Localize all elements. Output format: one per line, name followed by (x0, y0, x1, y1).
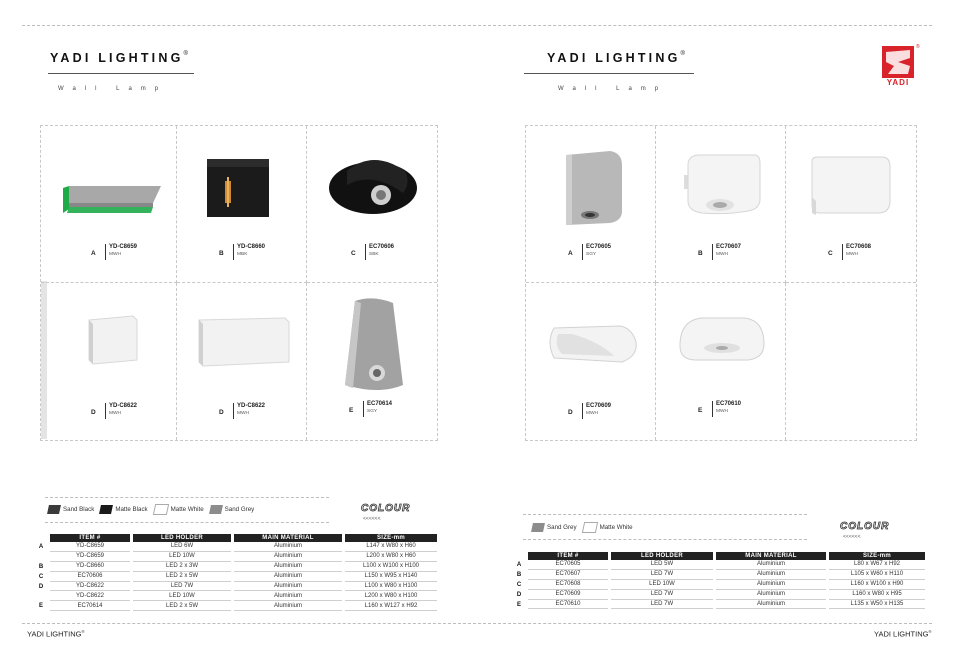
product-label: C EC70606 SBK (351, 244, 394, 260)
left-colour-title: COLOUR (361, 503, 411, 514)
col-header: MAIN MATERIAL (234, 534, 342, 542)
logo-reg: ® (916, 44, 920, 50)
lamp-image-ec70608 (786, 141, 916, 261)
table-row: B YD-C8660 LED 2 x 3W Aluminium L100 x W100 x H100 (35, 562, 437, 572)
lamp-image-ec70607 (656, 141, 786, 261)
right-footer: YADI LIGHTING® (874, 629, 932, 639)
swatch-chip (99, 505, 113, 514)
table-row: A EC70605 LED 5W Aluminium L80 x W67 x H92 (513, 560, 925, 570)
colour-swatch: Sand Black (48, 505, 94, 514)
right-subtitle: Wall Lamp (558, 86, 668, 92)
left-product-grid (40, 125, 438, 441)
brand-logo (880, 44, 918, 88)
left-colour-rule-2 (45, 522, 329, 523)
right-brand-title: YADI LIGHTING® (547, 51, 685, 65)
product-label: A EC70605 SGY (568, 244, 611, 260)
left-colour-swatches (48, 504, 254, 515)
col-header: LED HOLDER (611, 552, 713, 560)
left-footer: YADI LIGHTING® (27, 629, 85, 639)
lamp-image-yd-c8622-large (177, 298, 307, 418)
top-dashed-rule (22, 25, 932, 26)
table-row: C EC70608 LED 10W Aluminium L160 x W100 x H90 (513, 580, 925, 590)
lamp-image-yd-c8659 (41, 141, 177, 261)
left-colour-arrows: <<<<<< (363, 516, 381, 522)
product-cell[interactable] (786, 126, 916, 283)
product-label: E EC70610 MWH (698, 401, 741, 417)
product-label: B EC70607 MWH (698, 244, 741, 260)
product-label: D EC70609 MWH (568, 403, 611, 419)
product-label: D YD-C8622 MWH (91, 403, 137, 419)
colour-swatch: Sand Grey (532, 523, 577, 532)
col-header: SIZE-mm (829, 552, 925, 560)
swatch-chip (531, 523, 545, 532)
swatch-chip (209, 505, 223, 514)
col-header: SIZE-mm (345, 534, 437, 542)
table-row: E EC70610 LED 7W Aluminium L135 x W50 x H135 (513, 600, 925, 610)
empty-cell (786, 283, 916, 440)
table-row: YD-C8622 LED 10W Aluminium L200 x W80 x H100 (35, 591, 437, 601)
colour-swatch: Matte White (154, 504, 204, 515)
table-row: D YD-C8622 LED 7W Aluminium L100 x W80 x H100 (35, 582, 437, 592)
product-label: C EC70608 MWH (828, 244, 871, 260)
swatch-chip (152, 504, 168, 515)
swatch-chip (581, 522, 597, 533)
lamp-image-ec70610 (656, 298, 786, 418)
colour-swatch: Sand Grey (210, 505, 255, 514)
product-cell[interactable] (656, 126, 786, 283)
right-brand-rule (524, 73, 694, 74)
product-label: D YD-C8622 MWH (219, 403, 265, 419)
product-cell[interactable] (526, 126, 656, 283)
table-row: E EC70614 LED 2 x 5W Aluminium L160 x W127 x H92 (35, 601, 437, 611)
table-row: C EC70606 LED 2 x 5W Aluminium L150 x W95 x H140 (35, 572, 437, 582)
col-header: ITEM # (528, 552, 608, 560)
col-header: ITEM # (50, 534, 130, 542)
lamp-image-ec70606 (307, 141, 437, 261)
right-colour-arrows: <<<<<< (843, 534, 861, 540)
lamp-image-ec70614 (307, 293, 437, 413)
table-row: D EC70609 LED 7W Aluminium L160 x W80 x H95 (513, 590, 925, 600)
table-row: A YD-C8659 LED 6W Aluminium L147 x W80 x H60 (35, 542, 437, 552)
product-label: A YD-C8659 MWH (91, 244, 137, 260)
colour-swatch: Matte Black (100, 505, 147, 514)
left-colour-rule (45, 497, 329, 498)
right-colour-swatches (532, 522, 633, 533)
product-label: B YD-C8660 MBK (219, 244, 265, 260)
product-cell[interactable] (656, 283, 786, 440)
right-product-grid (525, 125, 917, 441)
product-cell[interactable] (307, 126, 437, 283)
col-header: LED HOLDER (133, 534, 231, 542)
logo-text: YADI (886, 78, 910, 87)
product-cell[interactable] (177, 283, 307, 440)
lamp-image-yd-c8660 (177, 141, 307, 261)
product-cell[interactable] (41, 283, 177, 440)
swatch-chip (47, 505, 61, 514)
lamp-image-ec70609 (526, 298, 656, 418)
lamp-image-ec70605 (526, 141, 656, 261)
right-colour-title: COLOUR (840, 521, 890, 532)
table-row: YD-C8659 LED 10W Aluminium L200 x W80 x H60 (35, 552, 437, 562)
product-cell[interactable] (41, 126, 177, 283)
product-cell[interactable] (307, 283, 437, 440)
lamp-image-yd-c8622 (41, 298, 177, 418)
right-colour-rule-2 (523, 539, 807, 540)
left-subtitle: Wall Lamp (58, 86, 168, 92)
left-brand-title: YADI LIGHTING® (50, 51, 188, 65)
right-spec-table (510, 552, 928, 609)
product-cell[interactable] (526, 283, 656, 440)
left-brand-rule (48, 73, 194, 74)
bottom-dashed-rule (22, 623, 932, 624)
product-label: E EC70614 SGY (349, 401, 392, 417)
right-colour-rule (523, 514, 807, 515)
left-spec-table (32, 534, 440, 611)
col-header: MAIN MATERIAL (716, 552, 826, 560)
table-row: B EC70607 LED 7W Aluminium L105 x W60 x H110 (513, 570, 925, 580)
product-cell[interactable] (177, 126, 307, 283)
colour-swatch: Matte White (583, 522, 633, 533)
